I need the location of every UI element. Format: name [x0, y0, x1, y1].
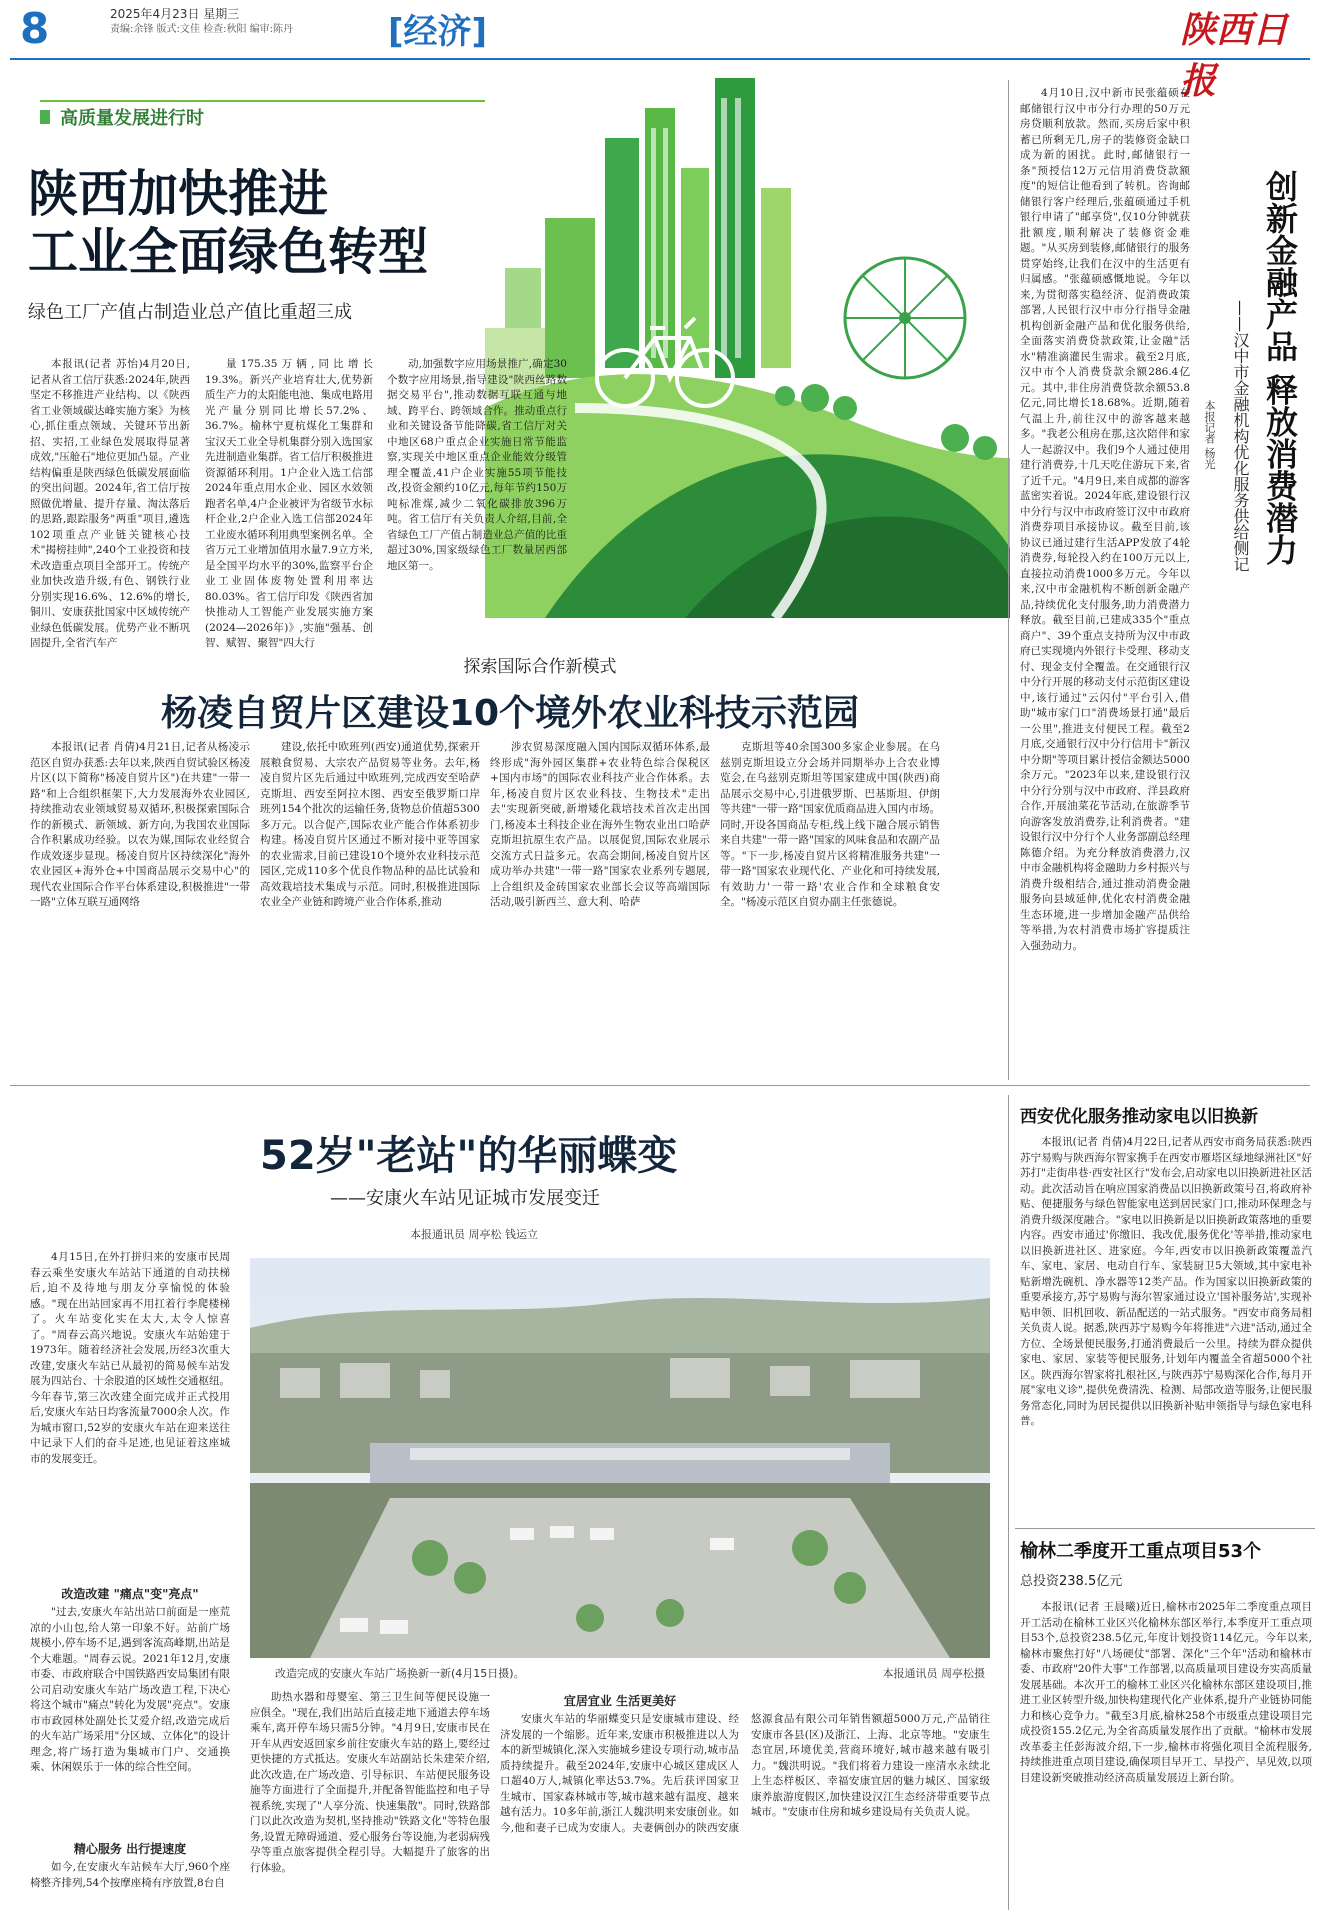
article1-headline	[28, 165, 528, 281]
article3-subhead-1: 改造改建 "痛点"变"亮点"	[61, 1587, 199, 1601]
article3-byline: 本报通讯员 周亭松 钱运立	[410, 1228, 538, 1241]
article3-headline: 52岁"老站"的华丽蝶变	[260, 1133, 678, 1179]
article-r3-subtitle: 总投资238.5亿元	[1020, 1574, 1123, 1589]
article-r2-column	[1020, 1135, 1312, 1525]
article3-subtitle: ——安康火车站见证城市发展变迁	[330, 1188, 600, 1209]
article-right-column-1	[1020, 86, 1190, 952]
article2-column-2	[260, 740, 480, 1070]
page-number: 8	[20, 6, 80, 52]
article1-column-2	[205, 357, 373, 649]
article-right-title-block	[1260, 170, 1310, 670]
article2-col3-text: 涉农贸易深度融入国内国际双循环体系,最终形成"海外园区集群+农业特色综合保税区+国内市场"的国际农业科技产业合作体系。去年,杨凌自贸片区农业科技、生物技术"走出去"实现新突破,新增矮化栽培技术首次走出国门,杨凌本土科技企业在海外生物农业出口哈萨克斯坦抗原生农产品。以展促贸,国际农业展示交流方式日益多元。农高会期间,杨凌自贸片区成功举办共建"一带一路"国家农业系列专题展,上合组织及金砖国家农业部长会议等高端国际活动,吸引新西兰、意大利、哈萨	[490, 741, 710, 908]
issue-editors: 责编:余锋 版式:文佳 检查:秋阳 编审:陈丹	[110, 24, 294, 35]
article2-col4-text: 克斯坦等40余国300多家企业参展。在乌兹别克斯坦设立分会场并同期举办上合农业博览会,在乌兹别克斯坦等国家建成中国(陕西)商品展示交易中心,引进俄罗斯、巴基斯坦、伊朗等共建"一带一路"国家优质商品进入国内市场。同时,开设各国商品专柜,线上线下融合展示销售来自共建"一带一路"国家的风味食品和农副产品等。"下一步,杨凌自贸片区将精准服务共建"一带一路"国家农业现代化、产业化和可持续发展,有效助力'一带一路'农业合作和全球粮食安全。"杨凌示范区自贸办副主任张德说。	[720, 741, 940, 908]
article1-column-3	[387, 357, 567, 649]
section-tag	[40, 104, 280, 130]
column-divider-lower	[1008, 1095, 1009, 1910]
photo-caption: 改造完成的安康火车站广场换新一新(4月15日摄)。	[275, 1667, 525, 1680]
article-right-byline-block	[1200, 400, 1220, 520]
article-right-col1-text: 4月10日,汉中新市民张蕴硕在邮储银行汉中市分行办理的50万元房贷顺利放款。然而,买房后家中积蓄已所剩无几,房子的装修资金缺口成为新的困扰。此时,邮储银行一条"预授信12万元信用消费贷款额度"的短信让他看到了转机。咨询邮储银行客户经理后,张蕴硕通过手机银行申请了"邮享贷",仅10分钟就获批额度,顺利解决了装修资金难题。"从买房到装修,邮储银行的服务贯穿始终,让我们在汉中的生活更有归属感。"张蕴硕感慨地说。今年以来,为贯彻落实稳经济、促消费政策部署,人民银行汉中市分行指导金融机构创新金融产品和优化服务供给,全面落实消费贷款政策,让金融"活水"精准滴灌民生需求。截至2月底,汉中市个人消费贷款余额286.4亿元。其中,非住房消费贷款余额53.8亿元,同比增长18.68%。近期,随着气温上升,前往汉中的游客越来越多。"我老公租房在那,这次陪伴和家人一起游汉中。我们9个人通过使用建行消费券,十几天吃住游玩下来,省了近千元。"4月9日,来自成都的游客蓝密实着说。2024年底,建设银行汉中分行与汉中市政府签订汉中市政府消费券项目承接协议。截至目前,该协议已通过建行生活APP发放了4轮消费券,每轮投入约在100万元以上,直接拉动消费1000多万元。今年以来,汉中市金融机构不断创新金融产品,持续优化支付服务,助力消费潜力释放。截至目前,已建成335个"重点商户"、39个重点支持所为汉中市政府已实现境内外银行卡受理、移动支付、现金支付全覆盖。在交通银行汉中分行开展的移动支付示范街区建设中,该行通过"云闪付"平台引入,借助"城市家门口"消费场景打通"最后一公里",推进支付便民工程。截至2月底,交通银行汉中分行信用卡"新汉中分期"等项目累计授信金额达5000余万元。"2023年以来,建设银行汉中分行分别与汉中市政府、洋县政府合作,开展油菜花节活动,在旅游季节向游客发放消费券,让利消费者。"建设银行汉中分行个人业务部副总经理陈德介绍。为充分释放消费潜力,汉中市金融机构将金融助力乡村振兴与消费升级相结合,通过推动消费金融服务向县域延伸,优化农村消费金融生态环境,进一步增加金融产品供给等举措,为农村消费市场扩容提质注入强劲动力。	[1020, 87, 1190, 952]
article3-col3-text: 安康火车站的华丽蝶变只是安康城市建设、经济发展的一个缩影。近年来,安康市积极推进以人为本的新型城镇化,深入实施城乡建设专项行动,城市品质持续提升。截至2024年,安康中心城区建成区人口超40万人,城镇化率达53.7%。先后获评国家卫生城市、国家森林城市等,城市越来越有温度、越来越有活力。10多年前,浙江人魏洪明来安康创业。如今,他和妻子已成为安康人。夫妻俩创办的陕西安康悠源食品有限公司年销售额超5000万元,产品销往安康市各县(区)及浙江、上海、北京等地。"安康生态宜居,环境优美,营商环境好,城市越来越有吸引力。"魏洪明说。"我们将着力建设一座清水永续北上生态样板区、幸福安康宜居的魅力城区、国家级康养旅游度假区,加快建设汉江生态经济带重要节点城市。"安康市住房和城乡建设局有关负责人说。	[500, 1713, 990, 1834]
tag-marker	[40, 110, 50, 124]
article1-column-1	[30, 357, 190, 649]
article3-col2-text: 助热水器和母婴室、第三卫生间等便民设施一应俱全。"现在,我们出站后直接走地下通道去停车场乘车,离开停车场只需5分钟。"4月9日,安康市民在开车从西安返回家乡前往安康火车站的路上,要经过更快捷的方式抵达。安康火车站副站长朱建荣介绍,此次改造,在广场改造、引导标识、车站便民服务设施等方面进行了全面提升,并配备智能监控和电子导视系统,实现了"人享分流、快速集散"。同时,铁路部门以此次改造为契机,坚持推动"铁路文化"等特色服务,设置无障碍通道、爱心服务台等设施,为老弱病残孕等重点旅客提供全程引导。大幅提升了旅客的出行体验。	[250, 1691, 490, 1874]
article1-col1-text: 本报讯(记者 苏怡)4月20日,记者从省工信厅获悉:2024年,陕西坚定不移推进产业结构、以《陕西省工业领域碳达峰实施方案》为核心,抓住重点领域、关键环节出新招、实招,工业绿色发展取得显著成效,"压舱石"地位更加凸显。产业结构偏重是陕西绿色低碳发展面临的突出问题。2024年,省工信厅按照做优增量、提升存量、淘汰落后的思路,跟踪服务"两重"项目,遴选102项重点产业链关键核心技术"揭榜挂帅",240个工业投资和技术改造重点项目全部开工。传统产业加快改造升级,有色、钢铁行业分别实现16.6%、12.6%的增长,铜川、安康获批国家中区域传统产业绿色低碳发展。优势产业不断巩固提升,全省汽车产	[30, 358, 190, 649]
column-divider	[1008, 80, 1009, 1080]
article3-subhead-3: 宜居宜业 生活更美好	[563, 1694, 677, 1708]
headline-line1: 陕西加快推进	[28, 165, 328, 223]
article2-column-1	[30, 740, 250, 1070]
newspaper-logo: 陕西日报	[1180, 9, 1289, 102]
r2-divider	[1015, 1528, 1315, 1529]
article3-column-3	[500, 1712, 990, 1910]
headline-line2: 工业全面绿色转型	[28, 223, 428, 281]
article2-headline: 杨凌自贸片区建设10个境外农业科技示范园	[160, 693, 860, 734]
article2-col2-text: 建设,依托中欧班列(西安)通道优势,探索开展粮食贸易、大宗农产品贸易等业务。去年,杨凌自贸片区先后通过中欧班列,完成西安至哈萨克斯坦、西安至阿拉木图、西安至俄罗斯口岸班列154个批次的运输任务,货物总价值超5300多万元。以合促产,国际农业产能合作体系初步构建。杨凌自贸片区通过不断对接中亚等国家的农业需求,目前已建设10个境外农业科技示范园区,完成110多个优良作物品种的品比试验和高效栽培技术集成与示范。同时,积极推进国际农业全产业链和跨境产业合作体系,推动	[260, 741, 480, 908]
article2-column-4	[720, 740, 940, 1070]
article3-column-1b	[30, 1605, 230, 1835]
section-divider	[10, 1085, 1310, 1086]
article1-subtitle: 绿色工厂产值占制造业总产值比重超三成	[28, 302, 352, 323]
article3-subhead-2: 精心服务 出行提速度	[73, 1842, 187, 1856]
article-r3-column	[1020, 1600, 1312, 1910]
article-r3-headline: 榆林二季度开工重点项目53个	[1020, 1541, 1262, 1562]
station-aerial-photo	[250, 1258, 990, 1658]
article3-col1c-text: 如今,在安康火车站候车大厅,960个座椅整齐排列,54个按摩座椅有序放置,8台自	[30, 1861, 230, 1889]
header-rule	[10, 58, 1310, 60]
article2-column-3	[490, 740, 710, 1070]
article3-column-1c	[30, 1860, 230, 1910]
article3-column-1	[30, 1250, 230, 1580]
article1-col3-text: 动,加强数字应用场景推广,确定30个数字应用场景,指导建设"陕西丝路数据交易平台",推动数据互联互通与地域、跨平台、跨领域合作。推动重点行业和关键设备节能降碳,省工信厅对关中地区68户重点企业实施日常节能监察,实现关中地区重点企业能效分级管理全覆盖,41户企业实施55项节能技改,投资金额约10亿元,每年节约150万吨标准煤,减少二氧化碳排放396万吨。省工信厅有关负责人介绍,目前,全省绿色工厂产值占制造业总产值的比重超过30%,国家级绿色工厂数量居西部地区第一。	[387, 358, 567, 572]
article-right-byline: 本报记者 杨光	[1203, 400, 1216, 470]
article-r2-headline: 西安优化服务推动家电以旧换新	[1020, 1107, 1258, 1127]
article3-col1b-text: "过去,安康火车站出站口前面是一座荒凉的小山包,给人第一印象不好。站前广场规模小,停车场不足,遇到客流高峰期,出站是个大难题。"周春云说。2021年12月,安康市委、市政府联合中国铁路西安局集团有限公司启动安康火车站广场改造工程,下决心将这个城市"痛点"转化为发展"亮点"。安康市市政园林处副处长艾爱介绍,改造完成后的火车站广场采用"分区域、立体化"的设计理念,将广场打造为集城市门户、交通换乘、休闲娱乐于一体的综合性空间。	[30, 1606, 230, 1773]
article-r2-text: 本报讯(记者 肖倩)4月22日,记者从西安市商务局获悉:陕西苏宁易购与陕西海尔智家携手在西安市雁塔区绿地绿洲社区"好苏打"走街串巷·西安社区行"发布会,启动家电以旧换新进社区活动。此次活动旨在响应国家消费品以旧换新政策号召,将政府补贴、便捷服务与绿色智能家电送到居民家门口,推动环保理念与消费升级深度融合。"家电以旧换新是以旧换新政策落地的重要内容。西安市通过'你缴旧、我改优,服务优化'等举措,推动家电以旧换新进社区、进家庭。今年,西安市以旧换新政策覆盖汽车、家电、家居、电动自行车、家装厨卫5大领域,其中家电补贴新增洗碗机、净水器等12类产品。作为国家以旧换新政策的重要承接方,苏宁易购与海尔智家通过设立'国补服务站',实现补贴申领、旧机回收、新品配送的一站式服务。"西安市商务局相关负责人说。据悉,陕西苏宁易购今年将推进"六进"活动,通过全方位、全场景便民服务,打通消费最后一公里。持续为群众提供家电、家居、家装等便民服务,计划年内覆盖全省超5000个社区。陕西海尔智家将扎根社区,与陕西苏宁易购深化合作,每月开展"家电义诊",提供免费清洗、检测、局部改造等服务,让便民服务常态化,同时为居民提供以旧换新补贴申领指导与绿色家电科普。	[1020, 1136, 1312, 1427]
article3-col1-text: 4月15日,在外打拼归来的安康市民周春云乘坐安康火车站站下通道的自动扶梯后,迫不及待地与朋友分享愉悦的体验感。"现在出站回家再不用扛着行李爬楼梯了。火车站变化实在太大,太令人惊喜了。"周春云高兴地说。安康火车站始建于1973年。随着经济社会发展,历经3次重大改建,安康火车站已从最初的简易候车站发展为四站台、十余股道的区域性交通枢纽。今年春节,第三次改建全面完成并正式投用后,安康火车站日均客流量7000余人次。作为城市窗口,52岁的安康火车站在迎来送往中记录下人们的奋斗足迹,也见证着这座城市的发展变迁。	[30, 1251, 230, 1465]
article-right-subtitle-block	[1228, 300, 1254, 630]
article2-kicker: 探索国际合作新模式	[463, 657, 617, 677]
article-right-title: 创新金融产品 释放消费潜力	[1261, 170, 1299, 566]
article1-col2-text: 量175.35万辆,同比增长19.3%。新兴产业培育壮大,优势新质生产力的太阳能电池、集成电路用光产量分别同比增长57.2%、36.7%。榆林宁夏杭煤化工集群和宝汉天工业全导机集群分别入选国家先进制造业集群。省工信厅积极推进资源循环利用。1户企业入选工信部2024年重点用水企业、园区水效领跑者名单,4户企业被评为省级节水标杆企业,2户企业入选工信部2024年工业废水循环利用典型案例名单。全省万元工业增加值用水量7.9立方米,是全国平均水平的30%,监察平台企业工业固体废物处置利用率达80.03%。省工信厅印发《陕西省加快推动人工智能产业发展实施方案(2024—2026年)》,实施"强基、创智、赋智、聚智"四大行	[205, 358, 373, 649]
tag-label: 高质量发展进行时	[60, 108, 204, 129]
section-name: [经济]	[388, 12, 488, 52]
issue-date: 2025年4月23日 星期三	[110, 7, 240, 21]
article2-col1-text: 本报讯(记者 肖倩)4月21日,记者从杨凌示范区自贸办获悉:去年以来,陕西自贸试验区杨凌片区(以下简称"杨凌自贸片区")在共建"一带一路"和上合组织框架下,大力发展海外农业园区,持续推动农业领域贸易双循环,积极探索国际合作的新模式、新领域、新方向,为我国农业国际合作积累成功经验。以农为媒,国际农业经贸合作成效逐步显现。杨凌自贸片区持续深化"海外农业园区+海外仓+中国商品展示交易中心"的现代农业国际合作平台体系建设,积极推进"一带一路"立体互联互通网络	[30, 741, 250, 908]
article-right-subtitle: ——汉中市金融机构优化服务供给侧记	[1231, 300, 1250, 572]
issue-meta	[110, 6, 410, 38]
article3-column-2	[250, 1690, 490, 1910]
photo-credit: 本报通讯员 周亭松摄	[882, 1667, 985, 1680]
article-r3-text: 本报讯(记者 王晨曦)近日,榆林市2025年二季度重点项目开工活动在榆林工业区兴化榆林东部区举行,本季度开工重点项目53个,总投资238.5亿元,年度计划投资114亿元。今年以来,榆林市聚焦打好"八场硬仗"部署、深化"三个年"活动和榆林市委、市政府"20件大事"工作部署,以高质量项目建设夯实高质量发展基础。本次开工的榆林工业区兴化榆林东部区建设项目,推进工业区转型升级,加快构建现代化产业体系,提升产业链协同能力和核心竞争力。"截至3月底,榆林258个市级重点建设项目完成投资155.2亿元,为全省高质量发展作出了贡献。"榆林市发展改革委主任彭海波介绍,下一步,榆林市将强化项目全流程服务,持续推进重点项目建设,确保项目早开工、早投产、早见效,以项目建设新突破推动经济高质量发展迈上新台阶。	[1020, 1601, 1312, 1784]
